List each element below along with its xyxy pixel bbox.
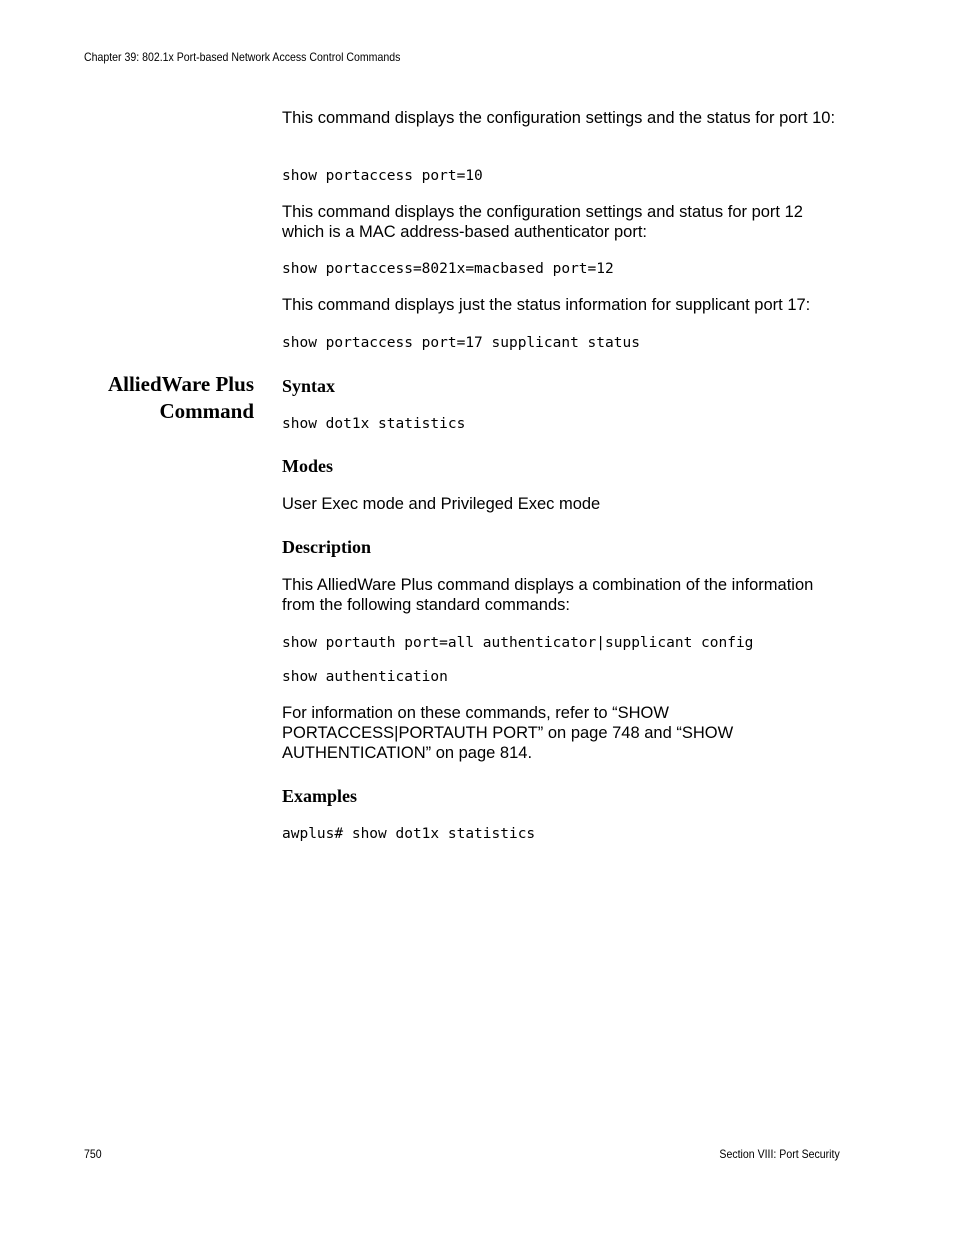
description-code-1: show portauth port=all authenticator|supplicant config bbox=[282, 635, 754, 651]
intro-code-1: show portaccess port=10 bbox=[282, 168, 483, 184]
modes-text: User Exec mode and Privileged Exec mode bbox=[282, 495, 601, 513]
section-heading-line-2: Command bbox=[159, 399, 254, 423]
description-text: This AlliedWare Plus command displays a combination of the information from the following standard commands: bbox=[282, 576, 814, 614]
page-number: 750 bbox=[84, 1147, 102, 1161]
running-header: Chapter 39: 802.1x Port-based Network Access Control Commands bbox=[84, 50, 401, 64]
syntax-title: Syntax bbox=[282, 376, 336, 396]
running-footer: Section VIII: Port Security bbox=[719, 1147, 840, 1161]
modes-title: Modes bbox=[282, 456, 333, 476]
intro-code-3: show portaccess port=17 supplicant status bbox=[282, 335, 640, 351]
section-heading bbox=[54, 371, 254, 425]
description-title: Description bbox=[282, 537, 371, 557]
syntax-code: show dot1x statistics bbox=[282, 416, 466, 432]
intro-paragraph-3: This command displays just the status information for supplicant port 17: bbox=[282, 296, 811, 314]
examples-title: Examples bbox=[282, 786, 358, 806]
intro-paragraph-1: This command displays the configuration settings and the status for port 10: bbox=[282, 109, 836, 127]
intro-paragraph-2: This command displays the configuration settings and status for port 12 which is a MAC address-based authenticator port: bbox=[282, 203, 803, 241]
examples-code: awplus# show dot1x statistics bbox=[282, 826, 536, 842]
intro-code-2: show portaccess=8021x=macbased port=12 bbox=[282, 261, 614, 277]
reference-text: For information on these commands, refer to “SHOW PORTACCESS|PORTAUTH PORT” on page 748 and “SHOW AUTHENTICATION” on page 814. bbox=[282, 704, 734, 762]
section-heading-line-1: AlliedWare Plus bbox=[107, 372, 254, 396]
description-code-2: show authentication bbox=[282, 669, 448, 685]
